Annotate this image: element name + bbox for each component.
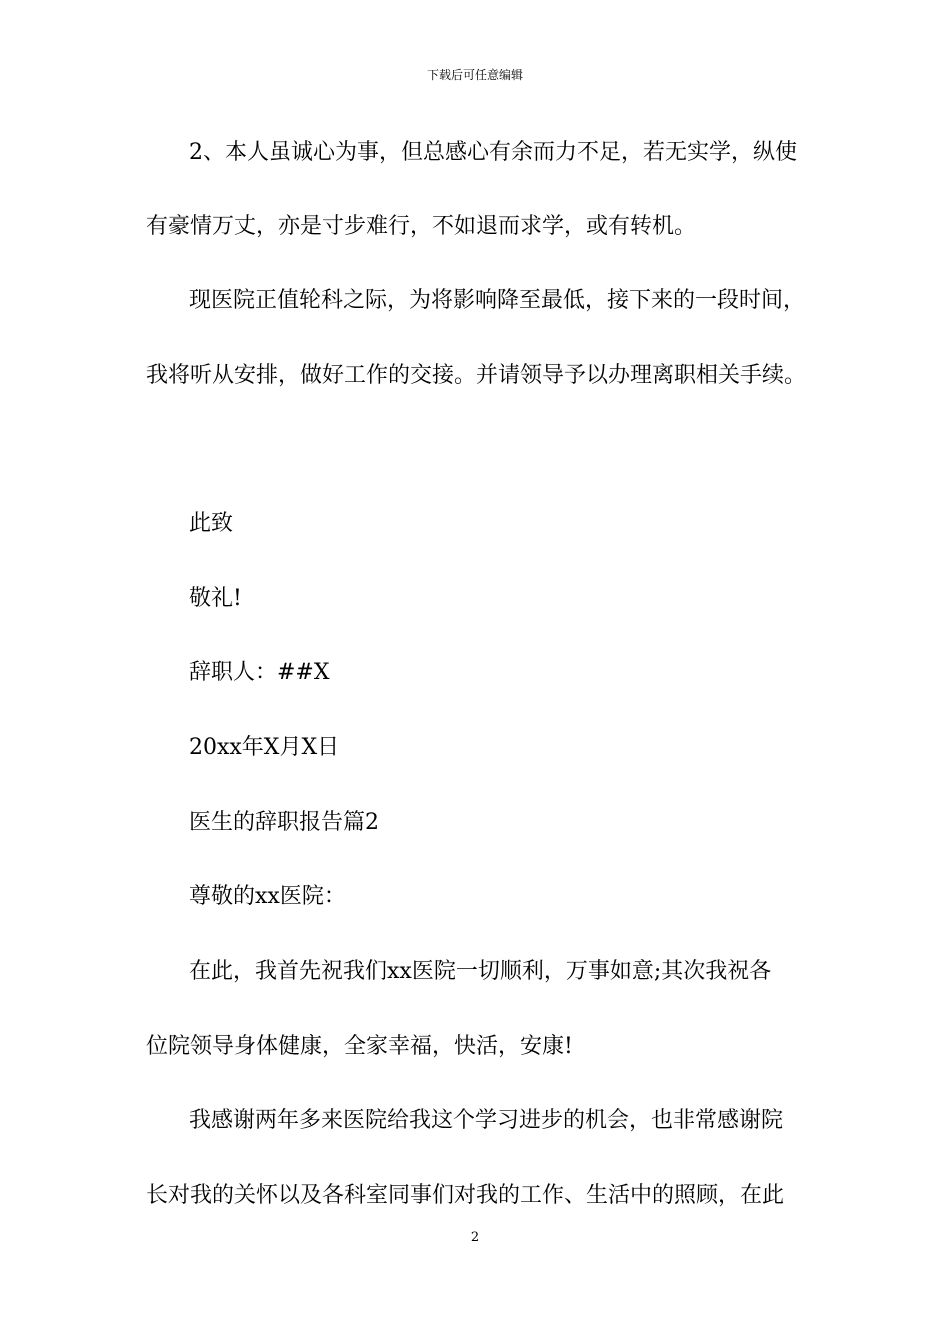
paragraph-line: 有豪情万丈，亦是寸步难行，不如退而求学，或有转机。 — [146, 214, 697, 239]
paragraph-line: 现医院正值轮科之际，为将影响降至最低，接下来的一段时间， — [189, 288, 806, 313]
letter-greeting: 尊敬的xx医院： — [189, 884, 346, 909]
paragraph-line: 长对我的关怀以及各科室同事们对我的工作、生活中的照顾，在此 — [146, 1183, 785, 1208]
paragraph-line: 在此，我首先祝我们xx医院一切顺利，万事如意;其次我祝各 — [189, 959, 772, 984]
closing-regards: 敬礼! — [189, 586, 242, 611]
date-line: 20xx年X月X日 — [189, 735, 340, 760]
paragraph-line: 我感谢两年多来医院给我这个学习进步的机会，也非常感谢院 — [189, 1108, 784, 1133]
paragraph-line: 我将听从安排，做好工作的交接。并请领导予以办理离职相关手续。 — [146, 363, 807, 388]
page-number: 2 — [470, 1230, 480, 1245]
paragraph-line: 2、本人虽诚心为事，但总感心有余而力不足，若无实学，纵使 — [189, 140, 797, 165]
signature-line: 辞职人：##X — [189, 660, 330, 685]
closing-salutation: 此致 — [189, 511, 234, 536]
section-title: 医生的辞职报告篇2 — [189, 810, 379, 835]
paragraph-line: 位院领导身体健康，全家幸福，快活，安康! — [146, 1034, 573, 1059]
page-header-note: 下载后可任意编辑 — [426, 68, 523, 82]
